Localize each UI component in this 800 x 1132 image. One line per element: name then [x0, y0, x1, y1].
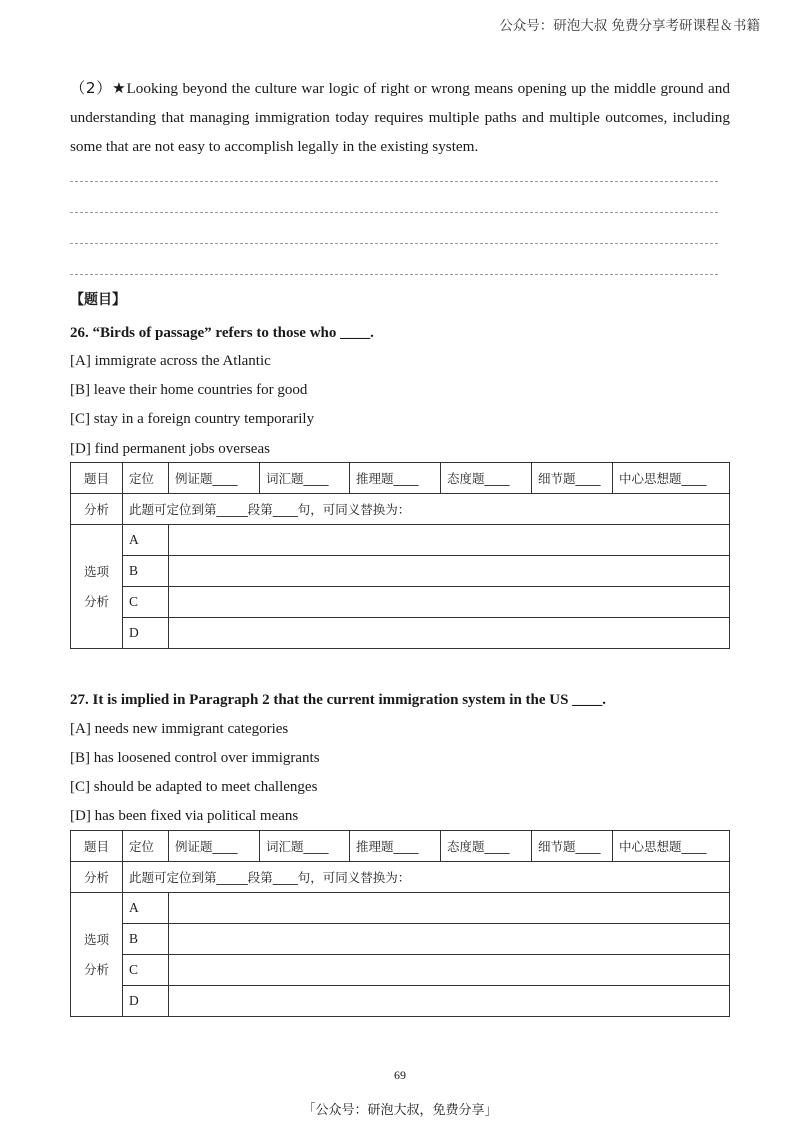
type-inference[interactable]: 推理题____ [350, 831, 441, 862]
sentence-text: Looking beyond the culture war logic of right or wrong means opening up the middle ground and understanding that managing immigration today requires multiple paths and multiple outcomes, including some that are not easy to accomplish legally in the existing system. [70, 80, 730, 155]
sentence-marker: （2）★ [70, 79, 127, 97]
type-attitude[interactable]: 态度题____ [441, 463, 532, 494]
type-attitude[interactable]: 态度题____ [441, 831, 532, 862]
locate-sentence-field[interactable]: 此题可定位到第_____段第____句，可同义替换为： [123, 862, 730, 893]
blank-line [70, 212, 718, 213]
locate-label: 定位 [123, 831, 169, 862]
type-vocabulary[interactable]: 词汇题____ [260, 831, 350, 862]
type-main-idea[interactable]: 中心思想题____ [613, 831, 730, 862]
option-row-d [71, 986, 730, 1017]
locate-sentence-field[interactable]: 此题可定位到第_____段第____句，可同义替换为： [123, 494, 730, 525]
type-inference[interactable]: 推理题____ [350, 463, 441, 494]
option-row-c [71, 587, 730, 618]
option-letter-c: C [123, 955, 169, 986]
options-label-line-2: 分析 [83, 593, 109, 609]
option-c-analysis-field[interactable] [169, 955, 730, 986]
analysis-label: 分析 [71, 862, 123, 893]
page-number: 69 [394, 1068, 406, 1082]
question-types-row [71, 463, 730, 494]
blank-line [70, 181, 718, 182]
type-vocabulary[interactable]: 词汇题____ [260, 463, 350, 494]
topic-label: 题目 [71, 463, 123, 494]
option-c-analysis-field[interactable] [169, 587, 730, 618]
type-detail[interactable]: 细节题____ [532, 831, 613, 862]
option-row-b [71, 556, 730, 587]
option-letter-c: C [123, 587, 169, 618]
option-d-analysis-field[interactable] [169, 618, 730, 649]
options-label-line-1: 选项 [83, 563, 109, 579]
analysis-label: 分析 [71, 494, 123, 525]
question-27-option-d: [D] has been fixed via political means [70, 808, 299, 824]
topic-label: 题目 [71, 831, 123, 862]
option-row-a [71, 525, 730, 556]
options-label-line-2: 分析 [83, 961, 109, 977]
question-27-analysis-table [70, 830, 730, 1017]
option-b-analysis-field[interactable] [169, 924, 730, 955]
question-26-option-a: [A] immigrate across the Atlantic [70, 353, 271, 369]
question-stem-text: “Birds of passage” refers to those who ____. [92, 325, 374, 341]
option-letter-b: B [123, 924, 169, 955]
question-number: 27. [70, 692, 89, 708]
question-26-option-b: [B] leave their home countries for good [70, 382, 308, 398]
blank-line [70, 274, 718, 275]
question-26-option-d: [D] find permanent jobs overseas [70, 441, 270, 457]
answer-blank-lines [70, 181, 718, 305]
locate-label: 定位 [123, 463, 169, 494]
options-analysis-label [71, 525, 123, 649]
question-27-option-b: [B] has loosened control over immigrants [70, 750, 320, 766]
question-26-stem [70, 323, 730, 343]
option-row-a [71, 893, 730, 924]
question-26-option-c: [C] stay in a foreign country temporarily [70, 411, 315, 427]
type-main-idea[interactable]: 中心思想题____ [613, 463, 730, 494]
option-b-analysis-field[interactable] [169, 556, 730, 587]
question-number: 26. [70, 325, 89, 341]
options-analysis-label [71, 893, 123, 1017]
question-types-row [71, 831, 730, 862]
locate-row [71, 862, 730, 893]
option-letter-b: B [123, 556, 169, 587]
header-watermark-note: 公众号：研泡大叔 免费分享考研课程＆书籍 [499, 18, 760, 34]
blank-line [70, 243, 718, 244]
option-a-analysis-field[interactable] [169, 893, 730, 924]
locate-row [71, 494, 730, 525]
option-row-d [71, 618, 730, 649]
option-letter-d: D [123, 618, 169, 649]
question-27-option-a: [A] needs new immigrant categories [70, 721, 289, 737]
question-27-stem [70, 690, 730, 710]
option-row-c [71, 955, 730, 986]
question-26-analysis-table [70, 462, 730, 649]
translation-sentence [70, 74, 730, 161]
footer-watermark-note: 「公众号：研泡大叔，免费分享」 [302, 1103, 498, 1118]
option-d-analysis-field[interactable] [169, 986, 730, 1017]
section-tag: 【题目】 [70, 292, 126, 308]
type-example[interactable]: 例证题____ [169, 463, 260, 494]
type-example[interactable]: 例证题____ [169, 831, 260, 862]
option-a-analysis-field[interactable] [169, 525, 730, 556]
question-27-option-c: [C] should be adapted to meet challenges [70, 779, 318, 795]
option-row-b [71, 924, 730, 955]
options-label-line-1: 选项 [83, 931, 109, 947]
question-stem-text: It is implied in Paragraph 2 that the current immigration system in the US ____. [92, 692, 606, 708]
type-detail[interactable]: 细节题____ [532, 463, 613, 494]
option-letter-a: A [123, 525, 169, 556]
option-letter-d: D [123, 986, 169, 1017]
option-letter-a: A [123, 893, 169, 924]
